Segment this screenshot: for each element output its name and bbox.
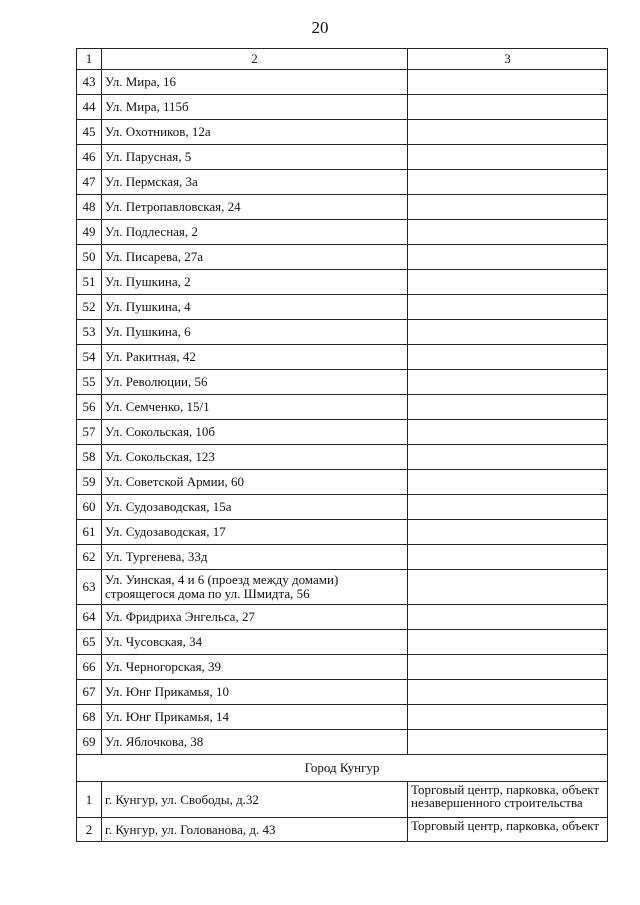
row-note <box>408 570 608 605</box>
row-address: Ул. Уинская, 4 и 6 (проезд между домами) строящегося дома по ул. Шмидта, 56 <box>102 570 408 605</box>
row-address: Ул. Сокольская, 10б <box>102 420 408 445</box>
section-row-address: г. Кунгур, ул. Свободы, д.32 <box>102 782 408 818</box>
table-row <box>77 545 608 570</box>
row-address: Ул. Пушкина, 2 <box>102 270 408 295</box>
row-number: 63 <box>77 570 102 605</box>
row-number: 57 <box>77 420 102 445</box>
row-address: Ул. Яблочкова, 38 <box>102 730 408 755</box>
row-number: 65 <box>77 630 102 655</box>
row-number: 67 <box>77 680 102 705</box>
row-address: Ул. Пушкина, 4 <box>102 295 408 320</box>
table-row <box>77 395 608 420</box>
table-row <box>77 495 608 520</box>
row-address: Ул. Охотников, 12а <box>102 120 408 145</box>
row-number: 58 <box>77 445 102 470</box>
section-row <box>77 818 608 842</box>
row-address: Ул. Семченко, 15/1 <box>102 395 408 420</box>
row-address: Ул. Парусная, 5 <box>102 145 408 170</box>
table-row <box>77 420 608 445</box>
row-note <box>408 495 608 520</box>
row-address: Ул. Революции, 56 <box>102 370 408 395</box>
row-number: 46 <box>77 145 102 170</box>
row-note <box>408 320 608 345</box>
row-address: Ул. Писарева, 27а <box>102 245 408 270</box>
row-note <box>408 120 608 145</box>
row-address: Ул. Судозаводская, 15а <box>102 495 408 520</box>
table-row <box>77 195 608 220</box>
row-note <box>408 630 608 655</box>
table-row <box>77 630 608 655</box>
row-number: 56 <box>77 395 102 420</box>
row-note <box>408 245 608 270</box>
row-note <box>408 95 608 120</box>
row-note <box>408 345 608 370</box>
row-note <box>408 730 608 755</box>
row-address: Ул. Пермская, 3а <box>102 170 408 195</box>
section-title: Город Кунгур <box>77 755 608 782</box>
section-row-note: Торговый центр, парковка, объект <box>408 818 608 842</box>
row-note <box>408 605 608 630</box>
row-note <box>408 655 608 680</box>
row-address: Ул. Подлесная, 2 <box>102 220 408 245</box>
table-row <box>77 705 608 730</box>
row-number: 68 <box>77 705 102 730</box>
row-note <box>408 445 608 470</box>
table-row <box>77 70 608 95</box>
row-number: 62 <box>77 545 102 570</box>
table-body <box>77 49 608 842</box>
row-number: 45 <box>77 120 102 145</box>
row-number: 43 <box>77 70 102 95</box>
table-row <box>77 120 608 145</box>
row-address: Ул. Чусовская, 34 <box>102 630 408 655</box>
row-address: Ул. Мира, 115б <box>102 95 408 120</box>
row-note <box>408 170 608 195</box>
table-header-row <box>77 49 608 70</box>
row-number: 60 <box>77 495 102 520</box>
table-row <box>77 730 608 755</box>
row-address: Ул. Петропавловская, 24 <box>102 195 408 220</box>
table-row <box>77 655 608 680</box>
row-note <box>408 145 608 170</box>
column-header-note: 3 <box>408 49 608 70</box>
table-row <box>77 295 608 320</box>
row-number: 55 <box>77 370 102 395</box>
row-note <box>408 395 608 420</box>
section-row-note: Торговый центр, парковка, объект незавершенного строительства <box>408 782 608 818</box>
table-row <box>77 345 608 370</box>
row-note <box>408 220 608 245</box>
table-row <box>77 680 608 705</box>
table-row <box>77 445 608 470</box>
row-number: 61 <box>77 520 102 545</box>
table-row <box>77 370 608 395</box>
row-note <box>408 295 608 320</box>
row-address: Ул. Советской Армии, 60 <box>102 470 408 495</box>
column-header-number: 1 <box>77 49 102 70</box>
row-number: 64 <box>77 605 102 630</box>
row-note <box>408 520 608 545</box>
row-number: 49 <box>77 220 102 245</box>
row-address: Ул. Фридриха Энгельса, 27 <box>102 605 408 630</box>
column-header-address: 2 <box>102 49 408 70</box>
section-row-number: 1 <box>77 782 102 818</box>
row-number: 47 <box>77 170 102 195</box>
row-note <box>408 545 608 570</box>
document-table <box>76 48 608 842</box>
row-address: Ул. Мира, 16 <box>102 70 408 95</box>
section-row <box>77 782 608 818</box>
table-row <box>77 170 608 195</box>
row-number: 48 <box>77 195 102 220</box>
row-address: Ул. Тургенева, 33д <box>102 545 408 570</box>
row-address: Ул. Юнг Прикамья, 14 <box>102 705 408 730</box>
row-number: 51 <box>77 270 102 295</box>
table-row <box>77 605 608 630</box>
row-address: Ул. Черногорская, 39 <box>102 655 408 680</box>
page-number: 20 <box>311 18 329 37</box>
row-number: 52 <box>77 295 102 320</box>
table-row <box>77 145 608 170</box>
table-row <box>77 520 608 545</box>
row-number: 44 <box>77 95 102 120</box>
row-address: Ул. Сокольская, 123 <box>102 445 408 470</box>
row-note <box>408 70 608 95</box>
row-note <box>408 370 608 395</box>
row-note <box>408 270 608 295</box>
table-row <box>77 220 608 245</box>
section-row-number: 2 <box>77 818 102 842</box>
table-row <box>77 570 608 605</box>
row-number: 54 <box>77 345 102 370</box>
row-number: 59 <box>77 470 102 495</box>
section-row-address: г. Кунгур, ул. Голованова, д. 43 <box>102 818 408 842</box>
row-note <box>408 680 608 705</box>
row-note <box>408 195 608 220</box>
row-note <box>408 470 608 495</box>
section-heading-row <box>77 755 608 782</box>
table-row <box>77 470 608 495</box>
table-row <box>77 320 608 345</box>
row-address: Ул. Ракитная, 42 <box>102 345 408 370</box>
table-row <box>77 95 608 120</box>
row-number: 53 <box>77 320 102 345</box>
row-note <box>408 420 608 445</box>
row-number: 66 <box>77 655 102 680</box>
table-row <box>77 245 608 270</box>
row-address: Ул. Судозаводская, 17 <box>102 520 408 545</box>
row-address: Ул. Юнг Прикамья, 10 <box>102 680 408 705</box>
row-address: Ул. Пушкина, 6 <box>102 320 408 345</box>
row-number: 69 <box>77 730 102 755</box>
table-row <box>77 270 608 295</box>
row-number: 50 <box>77 245 102 270</box>
row-note <box>408 705 608 730</box>
